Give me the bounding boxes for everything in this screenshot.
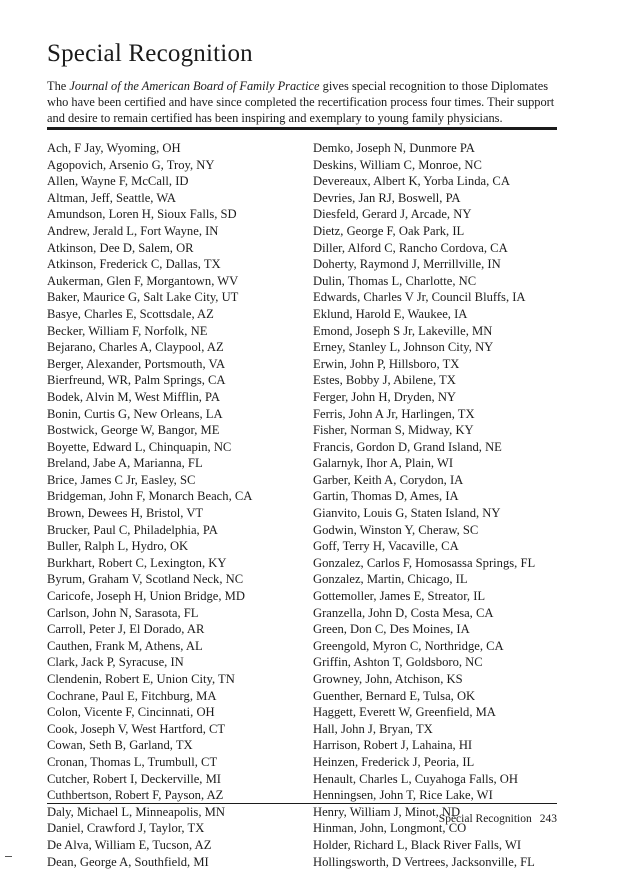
diplomate-entry: Henry, William J, Minot, ND (313, 804, 461, 819)
diplomate-entry: Dean, George A, Southfield, MI (47, 854, 209, 869)
diplomate-entry: Andrew, Jerald L, Fort Wayne, IN (47, 223, 219, 238)
diplomate-entry: Heinzen, Frederick J, Peoria, IL (313, 754, 475, 769)
scan-mark (5, 856, 12, 857)
diplomate-entry: De Alva, William E, Tucson, AZ (47, 837, 212, 852)
diplomate-entry: Hollingsworth, D Vertrees, Jacksonville, FL (313, 854, 535, 869)
diplomate-entry: Dietz, George F, Oak Park, IL (313, 223, 465, 238)
journal-name: Journal of the American Board of Family Practice (69, 79, 320, 93)
diplomate-entry: Guenther, Bernard E, Tulsa, OK (313, 688, 476, 703)
diplomate-entry: Cook, Joseph V, West Hartford, CT (47, 721, 226, 736)
diplomate-entry: Eklund, Harold E, Waukee, IA (313, 306, 468, 321)
diplomate-entry: Goff, Terry H, Vacaville, CA (313, 539, 459, 554)
diplomate-entry: Brucker, Paul C, Philadelphia, PA (47, 522, 218, 537)
diplomate-entry: Colon, Vicente F, Cincinnati, OH (47, 705, 215, 720)
intro-text: gives special recognition to those Diplomates who have been certified and have since completed the recertification process four times. Their support and desire to remain certified has been inspiring and exemplary to young family physicians. (47, 79, 555, 125)
diplomate-entry: Erney, Stanley L, Johnson City, NY (313, 340, 494, 355)
diplomate-entry: Cutcher, Robert I, Deckerville, MI (47, 771, 222, 786)
diplomate-entry: Gottemoller, James E, Streator, IL (313, 589, 486, 604)
diplomate-entry: Brown, Dewees H, Bristol, VT (47, 506, 204, 521)
diplomate-entry: Bridgeman, John F, Monarch Beach, CA (47, 489, 253, 504)
diplomate-entry: Caricofe, Joseph H, Union Bridge, MD (47, 589, 245, 604)
diplomate-entry: Henningsen, John T, Rice Lake, WI (313, 788, 493, 803)
page-number: 243 (539, 813, 557, 825)
diplomate-entry: Devries, Jan RJ, Boswell, PA (313, 190, 461, 205)
diplomate-entry: Doherty, Raymond J, Merrillville, IN (313, 257, 501, 272)
diplomate-entry: Burkhart, Robert C, Lexington, KY (47, 555, 227, 570)
footer-section-title: Special Recognition (438, 813, 532, 825)
diplomate-entry: Erwin, John P, Hillsboro, TX (313, 356, 460, 371)
diplomate-entry: Cochrane, Paul E, Fitchburg, MA (47, 688, 217, 703)
diplomate-entry: Garber, Keith A, Corydon, IA (313, 472, 464, 487)
diplomate-entry: Bejarano, Charles A, Claypool, AZ (47, 340, 224, 355)
header-rule (47, 127, 557, 130)
diplomate-entry: Bodek, Alvin M, West Mifflin, PA (47, 389, 220, 404)
diplomate-entry: Altman, Jeff, Seattle, WA (47, 190, 176, 205)
diplomate-entry: Daly, Michael L, Minneapolis, MN (47, 804, 225, 819)
diplomate-entry: Devereaux, Albert K, Yorba Linda, CA (313, 174, 510, 189)
diplomate-entry: Basye, Charles E, Scottsdale, AZ (47, 306, 214, 321)
diplomate-entry: Edwards, Charles V Jr, Council Bluffs, IA (313, 290, 526, 305)
diplomate-entry: Aukerman, Glen F, Morgantown, WV (47, 273, 239, 288)
diplomate-entry: Gonzalez, Carlos F, Homosassa Springs, FL (313, 555, 536, 570)
page-footer (439, 813, 557, 825)
diplomate-entry: Hall, John J, Bryan, TX (313, 721, 433, 736)
diplomate-entry: Harrison, Robert J, Lahaina, HI (313, 738, 473, 753)
diplomate-entry: Estes, Bobby J, Abilene, TX (313, 373, 456, 388)
diplomate-entry: Haggett, Everett W, Greenfield, MA (313, 705, 496, 720)
diplomate-entry: Holder, Richard L, Black River Falls, WI (313, 837, 522, 852)
diplomate-entry: Emond, Joseph S Jr, Lakeville, MN (313, 323, 493, 338)
intro-paragraph (47, 78, 557, 126)
diplomate-entry: Becker, William F, Norfolk, NE (47, 323, 208, 338)
intro-prefix: The (47, 79, 70, 93)
diplomate-entry: Hinman, John, Longmont, CO (313, 821, 467, 836)
diplomate-entry: Fisher, Norman S, Midway, KY (313, 423, 474, 438)
diplomate-entry: Cowan, Seth B, Garland, TX (47, 738, 193, 753)
diplomate-entry: Carroll, Peter J, El Dorado, AR (47, 622, 205, 637)
page-title: Special Recognition (47, 40, 253, 67)
diplomate-entry: Griffin, Ashton T, Goldsboro, NC (313, 655, 483, 670)
footer-rule (47, 803, 557, 804)
diplomate-entry: Byrum, Graham V, Scotland Neck, NC (47, 572, 244, 587)
diplomate-entry: Granzella, John D, Costa Mesa, CA (313, 605, 494, 620)
diplomate-entry: Diesfeld, Gerard J, Arcade, NY (313, 207, 472, 222)
diplomate-entry: Clark, Jack P, Syracuse, IN (47, 655, 184, 670)
diplomate-entry: Bostwick, George W, Bangor, ME (47, 423, 220, 438)
diplomate-entry: Ferger, John H, Dryden, NY (313, 389, 457, 404)
diplomate-entry: Allen, Wayne F, McCall, ID (47, 174, 189, 189)
diplomate-entry: Clendenin, Robert E, Union City, TN (47, 672, 235, 686)
diplomate-entry: Atkinson, Dee D, Salem, OR (47, 240, 194, 255)
diplomate-entry: Godwin, Winston Y, Cheraw, SC (313, 522, 479, 537)
diplomate-entry: Deskins, William C, Monroe, NC (313, 157, 482, 172)
diplomate-entry: Berger, Alexander, Portsmouth, VA (47, 356, 226, 371)
diplomate-entry: Greengold, Myron C, Northridge, CA (313, 638, 504, 653)
diplomate-entry: Growney, John, Atchison, KS (313, 672, 463, 686)
diplomate-entry: Cauthen, Frank M, Athens, AL (47, 638, 203, 653)
diplomate-entry: Ach, F Jay, Wyoming, OH (47, 141, 181, 155)
diplomate-entry: Baker, Maurice G, Salt Lake City, UT (47, 290, 239, 305)
diplomate-entry: Amundson, Loren H, Sioux Falls, SD (47, 207, 237, 222)
diplomate-entry: Buller, Ralph L, Hydro, OK (47, 539, 189, 554)
diplomate-entry: Brice, James C Jr, Easley, SC (47, 472, 196, 487)
diplomate-entry: Green, Don C, Des Moines, IA (313, 622, 470, 637)
diplomate-entry: Cuthbertson, Robert F, Payson, AZ (47, 788, 224, 803)
diplomate-entry: Daniel, Crawford J, Taylor, TX (47, 821, 205, 836)
diplomate-entry: Francis, Gordon D, Grand Island, NE (313, 439, 502, 454)
diplomate-entry: Demko, Joseph N, Dunmore PA (313, 141, 475, 155)
diplomate-entry: Atkinson, Frederick C, Dallas, TX (47, 257, 221, 272)
diplomate-entry: Dulin, Thomas L, Charlotte, NC (313, 273, 477, 288)
diplomate-entry: Bonin, Curtis G, New Orleans, LA (47, 406, 223, 421)
diplomate-entry: Breland, Jabe A, Marianna, FL (47, 456, 203, 471)
diplomate-entry: Gartin, Thomas D, Ames, IA (313, 489, 459, 504)
right-name-column (313, 140, 563, 870)
diplomate-entry: Henault, Charles L, Cuyahoga Falls, OH (313, 771, 518, 786)
diplomate-entry: Ferris, John A Jr, Harlingen, TX (313, 406, 475, 421)
diplomate-entry: Cronan, Thomas L, Trumbull, CT (47, 754, 218, 769)
diplomate-entry: Gonzalez, Martin, Chicago, IL (313, 572, 468, 587)
diplomate-entry: Galarnyk, Ihor A, Plain, WI (313, 456, 454, 471)
diplomate-entry: Gianvito, Louis G, Staten Island, NY (313, 506, 501, 521)
diplomate-entry: Agopovich, Arsenio G, Troy, NY (47, 157, 215, 172)
diplomate-entry: Boyette, Edward L, Chinquapin, NC (47, 439, 232, 454)
diplomate-entry: Diller, Alford C, Rancho Cordova, CA (313, 240, 508, 255)
diplomate-entry: Carlson, John N, Sarasota, FL (47, 605, 199, 620)
left-name-column (47, 140, 297, 870)
diplomate-entry: Bierfreund, WR, Palm Springs, CA (47, 373, 226, 388)
